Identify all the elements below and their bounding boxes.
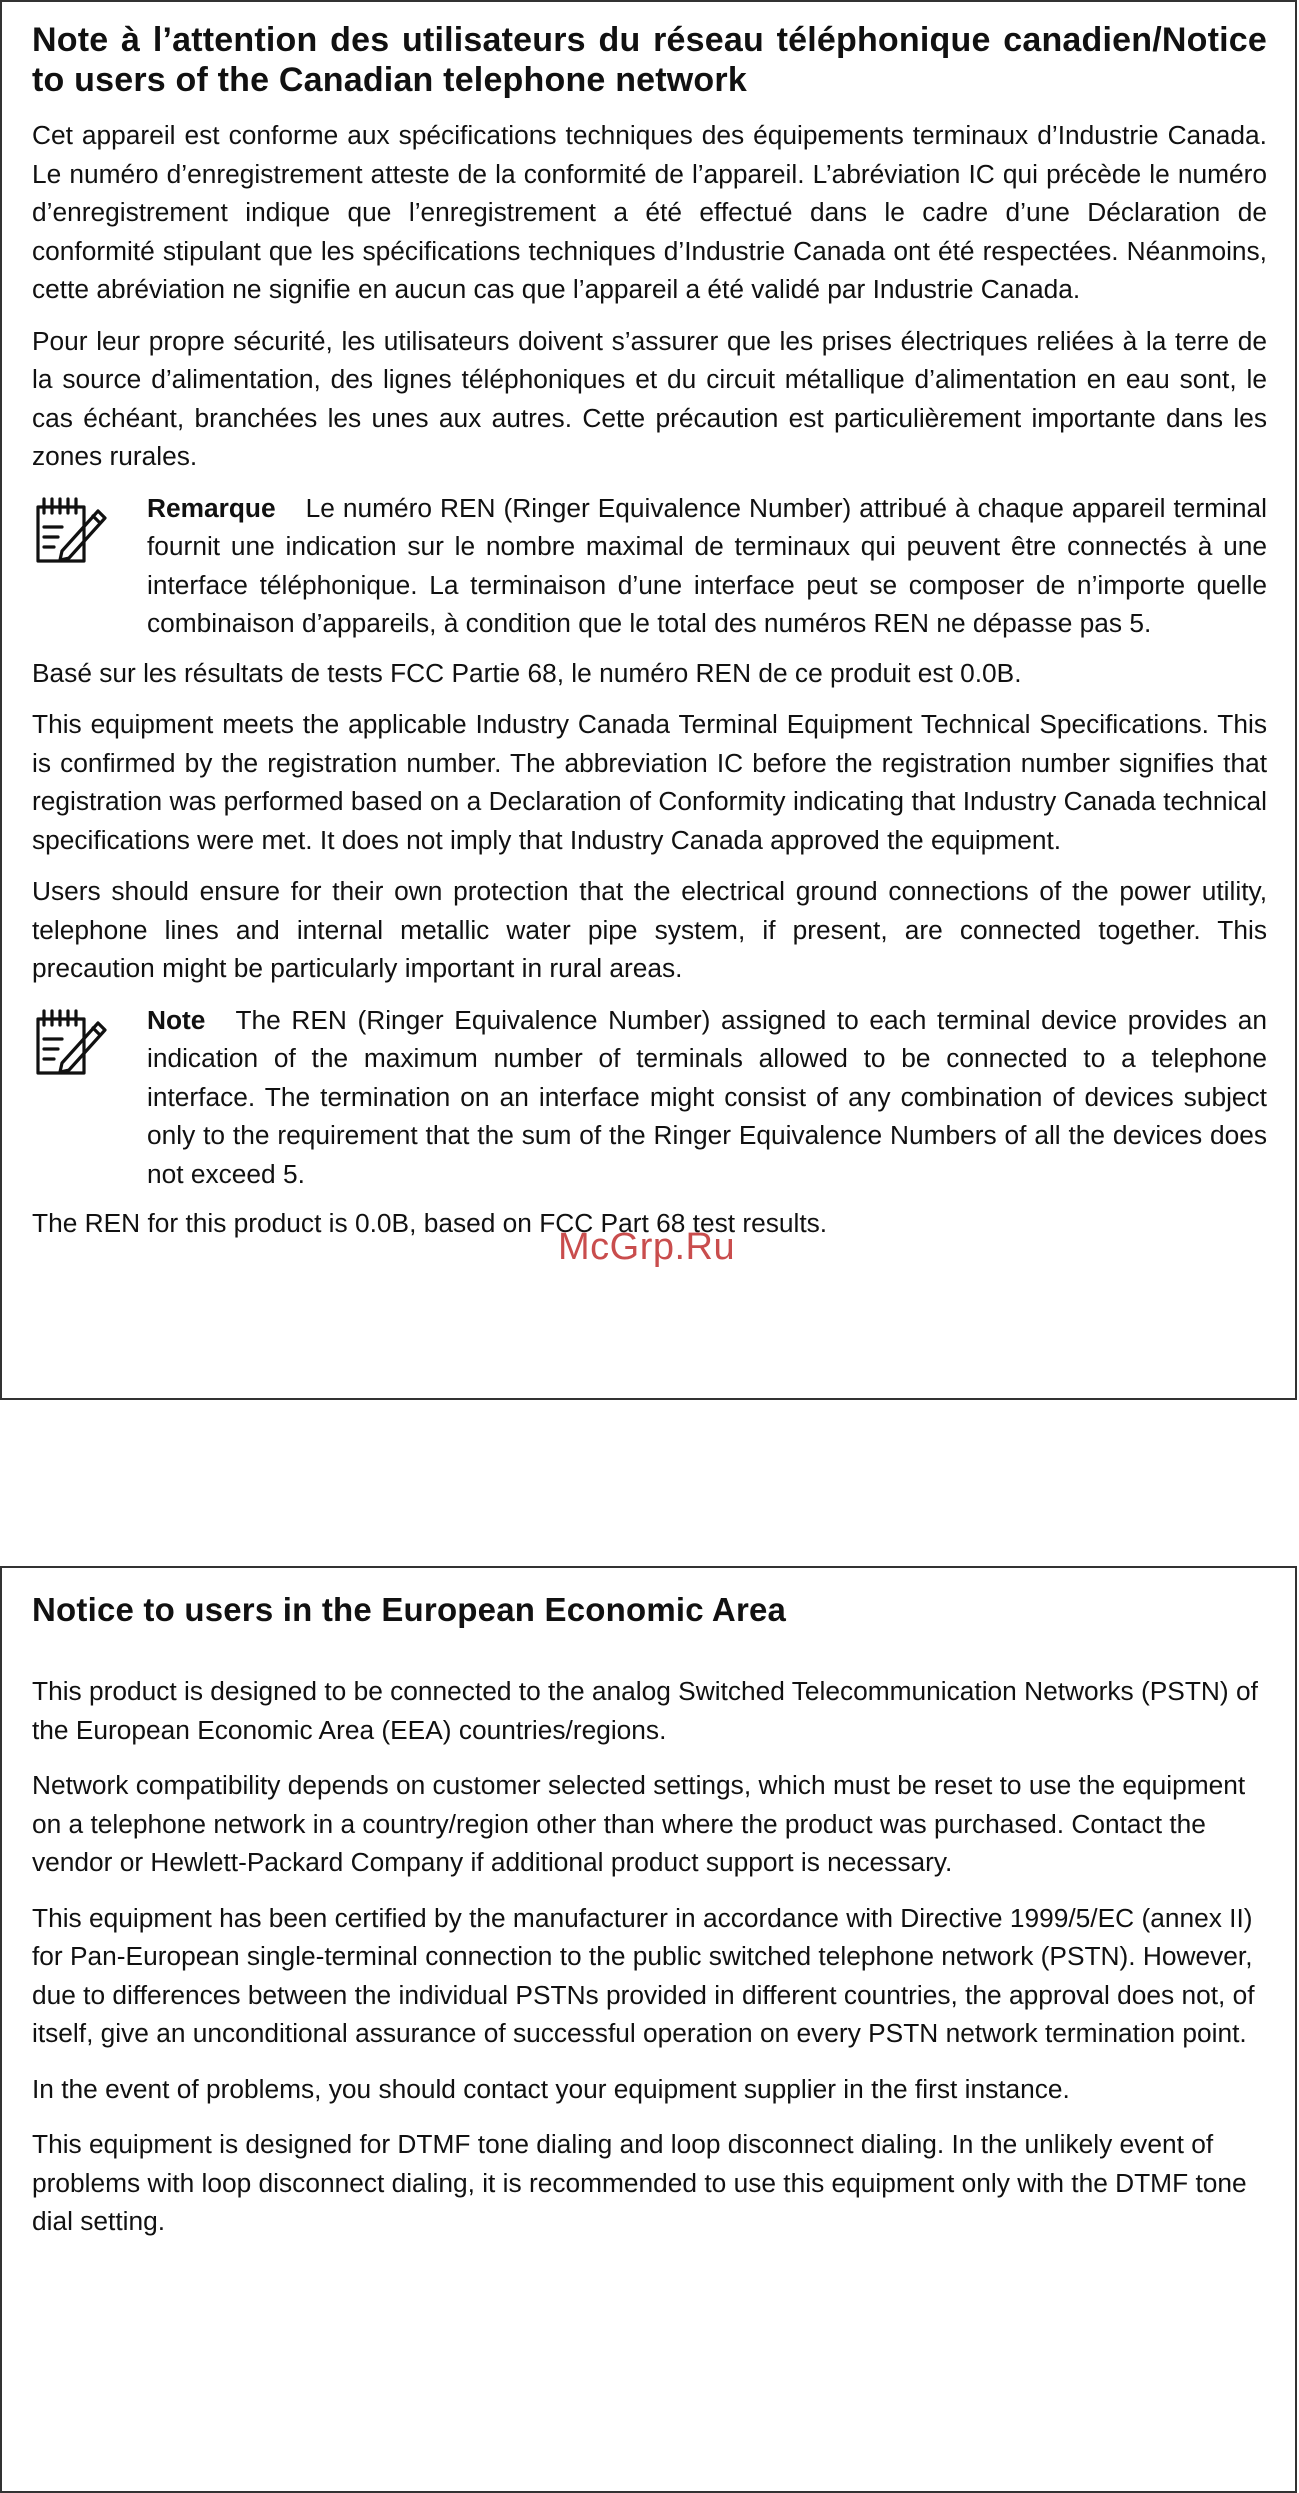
en-paragraph-2: Users should ensure for their own protection that the electrical ground connections of the power utility, telephone lines and internal metallic water pipe system, if present, are connected together. This precaution might be particularly important in rural areas. [32, 876, 1267, 983]
en-paragraph-1: This equipment meets the applicable Industry Canada Terminal Equipment Technical Specifications. This is confirmed by the registration number. The abbreviation IC before the registration number signifies that registration was performed based on a Declaration of Conformity indicating that Industry Canada technical specifications were met. It does not imply that Industry Canada approved the equipment. [32, 709, 1267, 855]
en-note-body [147, 1001, 1267, 1194]
note-pad-icon [32, 1001, 147, 1079]
en-note [32, 1001, 1267, 1194]
fr-note-text: Le numéro REN (Ringer Equivalence Number) attribué à chaque appareil terminal fournit une indication sur le nombre maximal de terminaux qui peuvent être connectés à une interface téléphonique. La terminaison d’une interface peut se composer de n’importe quelle combinaison d’appareils, à condition que le total des numéros REN ne dépasse pas 5. [147, 492, 1267, 638]
fr-paragraph-3: Basé sur les résultats de tests FCC Partie 68, le numéro REN de ce produit est 0.0B. [32, 657, 1022, 688]
fr-note [32, 489, 1267, 643]
eea-paragraph-3: This equipment has been certified by the manufacturer in accordance with Directive 1999/5/EC (annex II) for Pan-European single-terminal connection to the public switched telephone network (PSTN). However, due to differences between the individual PSTNs provided in different countries, the approval does not, of itself, give an unconditional assurance of successful operation on every PSTN network termination point. [32, 1902, 1255, 2048]
eea-paragraph-5: This equipment is designed for DTMF tone dialing and loop disconnect dialing. In the unlikely event of problems with loop disconnect dialing, it is recommended to use this equipment only with the DTMF tone dial setting. [32, 2129, 1247, 2236]
fr-paragraph-1: Cet appareil est conforme aux spécifications techniques des équipements terminaux d’Industrie Canada. Le numéro d’enregistrement atteste de la conformité de l’appareil. L’abréviation IC qui précède le numéro d’enregistrement indique que l’enregistrement a été effectué dans le cadre d’une Déclaration de conformité stipulant que les spécifications techniques d’Industrie Canada ont été respectées. Néanmoins, cette abréviation ne signifie en aucun cas que l’appareil a été validé par Industrie Canada. [32, 120, 1267, 304]
canada-notice-title: Note à l’attention des utilisateurs du réseau téléphonique canadien/Notice to users of the Canadian telephone network [32, 21, 1267, 99]
eea-paragraph-1: This product is designed to be connected to the analog Switched Telecommunication Networks (PSTN) of the European Economic Area (EEA) countries/regions. [32, 1676, 1258, 1745]
eea-notice-box [0, 1566, 1297, 2493]
eea-notice-title: Notice to users in the European Economic Area [32, 1591, 787, 1628]
eea-paragraph-2: Network compatibility depends on customer selected settings, which must be reset to use the equipment on a telephone network in a country/region other than where the product was purchased. Contact the vendor or Hewlett-Packard Company if additional product support is necessary. [32, 1770, 1246, 1877]
fr-paragraph-2: Pour leur propre sécurité, les utilisateurs doivent s’assurer que les prises électriques reliées à la terre de la source d’alimentation, des lignes téléphoniques et du circuit métallique d’alimentation en eau sont, le cas échéant, branchées les unes aux autres. Cette précaution est particulièrement importante dans les zones rurales. [32, 325, 1267, 471]
note-pad-icon [32, 489, 147, 567]
watermark: McGrp.Ru [558, 1226, 736, 1268]
en-note-text: The REN (Ringer Equivalence Number) assigned to each terminal device provides an indication of the maximum number of terminals allowed to be connected to a telephone interface. The termination on an interface might consist of any combination of devices subject only to the requirement that the sum of the Ringer Equivalence Numbers of all the devices does not exceed 5. [147, 1004, 1267, 1189]
eea-paragraph-4: In the event of problems, you should contact your equipment supplier in the first instance. [32, 2073, 1070, 2104]
en-note-label: Note [147, 1004, 206, 1035]
fr-note-label: Remarque [147, 492, 276, 523]
en-paragraph-3: The REN for this product is 0.0B, based on FCC Part 68 test results. [32, 1208, 828, 1238]
fr-note-body [147, 489, 1267, 643]
